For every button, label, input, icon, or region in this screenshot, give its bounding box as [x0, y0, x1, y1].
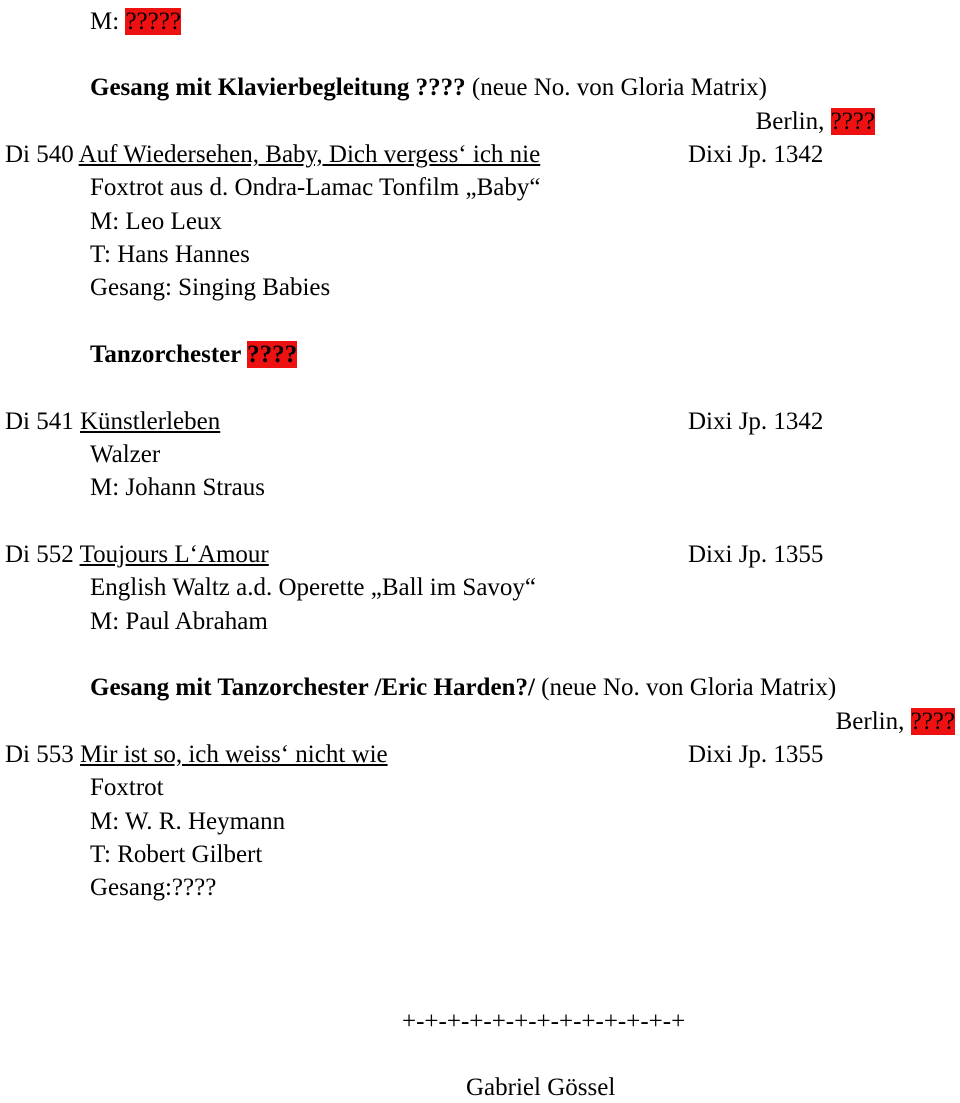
footer-author: Gabriel Gössel — [466, 1074, 616, 1101]
entry-label: Dixi Jp. 1342 — [688, 141, 824, 168]
unknown-highlight: ???? — [247, 341, 298, 368]
entry-detail: Gesang:???? — [90, 874, 217, 901]
composer-prefix: M: — [90, 8, 126, 35]
entry-detail: M: Johann Straus — [90, 474, 265, 501]
entry-title: Auf Wiedersehen, Baby, Dich vergess‘ ich nie — [78, 141, 541, 168]
unknown-highlight: ???? — [910, 708, 955, 735]
entry-detail: T: Hans Hannes — [90, 241, 250, 268]
entry-detail: M: W. R. Heymann — [90, 808, 286, 835]
entry-detail: M: Paul Abraham — [90, 608, 268, 635]
entry-detail: M: Leo Leux — [90, 208, 222, 235]
section-heading-text: Gesang mit Tanzorchester /Eric Harden?/ — [90, 674, 535, 701]
place-text: Berlin, — [835, 708, 911, 735]
entry-detail: T: Robert Gilbert — [90, 841, 263, 868]
section-heading-text: Tanzorchester — [90, 341, 248, 368]
entry-label: Dixi Jp. 1355 — [688, 741, 824, 768]
footer-separator: +-+-+-+-+-+-+-+-+-+-+-+-+ — [402, 1008, 686, 1035]
section-note: (neue No. von Gloria Matrix) — [534, 674, 837, 701]
entry-detail: Gesang: Singing Babies — [90, 274, 331, 301]
entry-detail: Foxtrot — [90, 774, 164, 801]
section-heading-text: Gesang mit Klavierbegleitung ???? — [90, 74, 466, 101]
section-note: (neue No. von Gloria Matrix) — [465, 74, 767, 101]
entry-title: Mir ist so, ich weiss‘ nicht wie — [80, 741, 388, 768]
entry-label: Dixi Jp. 1342 — [688, 408, 824, 435]
entry-number — [5, 407, 220, 437]
unknown-highlight: ???? — [830, 108, 875, 135]
entry-detail: Foxtrot aus d. Ondra-Lamac Tonfilm „Baby“ — [90, 174, 541, 201]
entry-no: Di 541 — [5, 408, 80, 435]
entry-label: Dixi Jp. 1355 — [688, 541, 824, 568]
entry-number — [5, 740, 388, 770]
place-text: Berlin, — [755, 108, 831, 135]
entry-number — [5, 140, 540, 170]
entry-no: Di 553 — [5, 741, 80, 768]
entry-detail: Walzer — [90, 441, 161, 468]
entry-no: Di 540 — [5, 141, 79, 168]
entry-no: Di 552 — [5, 541, 80, 568]
top-composer-line — [90, 7, 181, 37]
section-place — [756, 107, 875, 137]
entry-title: Toujours L‘Amour — [79, 541, 269, 568]
section-heading-orchestra-vocal — [90, 673, 836, 703]
section-heading-dance — [90, 340, 297, 370]
entry-detail: English Waltz a.d. Operette „Ball im Savoy“ — [90, 574, 537, 601]
entry-title: Künstlerleben — [80, 408, 221, 435]
section-heading-piano — [90, 73, 767, 103]
entry-number — [5, 540, 269, 570]
unknown-highlight: ????? — [125, 8, 181, 35]
section-place — [836, 707, 955, 737]
